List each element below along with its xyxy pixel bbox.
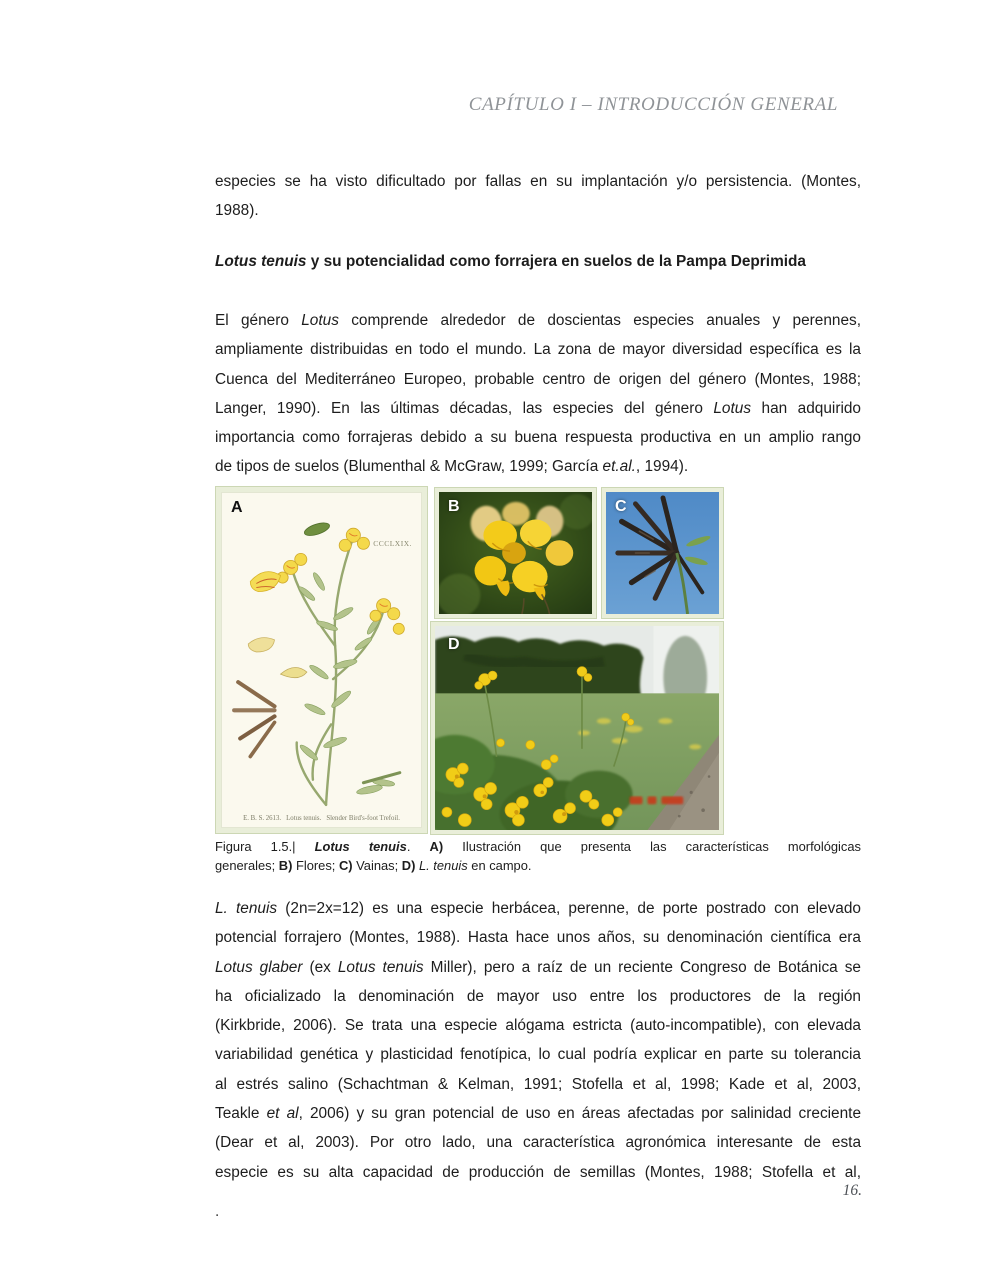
text-line: (Kirkbride, 2006). Se trata una especie alógama estricta (auto-incompatible), con elevada — [215, 1017, 861, 1035]
flowers-drawing — [439, 492, 592, 614]
figure-panel-b — [434, 487, 597, 619]
paragraph-1 — [215, 167, 861, 226]
text-line: Langer, 1990). En las últimas décadas, las especies del género Lotus han adquirido — [215, 399, 861, 417]
plate-caption: E. B. S. 2613. Lotus tenuis. Slender Bird's-foot Trefoil. — [243, 815, 400, 822]
text-line: ha oficializado la denominación de mayor uso entre los productores de la región — [215, 987, 861, 1005]
caption-line: Figura 1.5.| Lotus tenuis. A) Ilustración que presenta las características morfológicas — [215, 839, 861, 854]
panel-label-d: D — [448, 636, 460, 653]
field-photo — [435, 626, 719, 830]
figure-1-5 — [215, 486, 725, 836]
panel-label-a: A — [231, 499, 243, 516]
caption-line: generales; B) Flores; C) Vainas; D) L. tenuis en campo. — [215, 857, 532, 873]
figure-panel-d — [430, 621, 724, 835]
page-number: 16. — [842, 1182, 862, 1199]
text-line: importancia como forrajeras debido a su buena respuesta productiva en un amplio rango — [215, 429, 861, 447]
text-line: El género Lotus comprende alrededor de doscientas especies anuales y perennes, — [215, 312, 861, 329]
text-line: potencial forrajero (Montes, 1988). Hasta hace unos años, su denominación científica era — [215, 929, 861, 947]
text-line: especies se ha visto dificultado por fallas en su implantación y/o persistencia. (Montes, — [215, 173, 861, 190]
figure-panel-a — [215, 486, 428, 834]
flowers-photo — [439, 492, 592, 614]
text-line: Cuenca del Mediterráneo Europeo, probable centro de origen del género (Montes, 1988; — [215, 370, 861, 388]
running-header: CAPÍTULO I – INTRODUCCIÓN GENERAL — [468, 94, 838, 115]
pods-photo — [606, 492, 719, 614]
section-heading — [215, 247, 861, 276]
text-line: Lotus glaber (ex Lotus tenuis Miller), pero a raíz de un reciente Congreso de Botánica se — [215, 958, 861, 976]
figure-panel-c — [601, 487, 724, 619]
text-line: L. tenuis (2n=2x=12) es una especie herbácea, perenne, de porte postrado con elevado — [215, 900, 861, 917]
text-line: ampliamente distribuidas en todo el mundo. La zona de mayor diversidad específica es la — [215, 341, 861, 359]
text-line: Teakle et al, 2006) y su gran potencial de uso en áreas afectadas por salinidad creciente — [215, 1105, 862, 1123]
text-line: (Dear et al, 2003). Por otro lado, una característica agronómica interesante de esta — [215, 1134, 861, 1152]
field-drawing — [435, 626, 719, 830]
text-line: especie es su alta capacidad de producción de semillas (Montes, 1988; Stofella et al, — [215, 1163, 861, 1181]
panel-label-b: B — [448, 498, 460, 515]
figure-caption — [215, 838, 861, 875]
paragraph-2 — [215, 306, 861, 482]
panel-label-c: C — [615, 498, 627, 515]
text-line: de tipos de suelos (Blumenthal & McGraw, 1999; García et.al., 1994). — [215, 458, 689, 476]
plate-number: CCCLXIX. — [373, 539, 412, 548]
text-line: 1988). — [215, 202, 259, 220]
text-line: al estrés salino (Schachtman & Kelman, 1991; Stofella et al, 1998; Kade et al, 2003, — [215, 1075, 861, 1093]
stray-period: . — [215, 1203, 220, 1220]
heading-line: Lotus tenuis y su potencialidad como forrajera en suelos de la Pampa Deprimida — [215, 253, 806, 270]
botanical-illustration — [221, 492, 422, 828]
paragraph-3 — [215, 894, 861, 1187]
text-line: variabilidad genética y plasticidad fenotípica, lo cual podría explicar en parte su tolerancia — [215, 1046, 861, 1064]
